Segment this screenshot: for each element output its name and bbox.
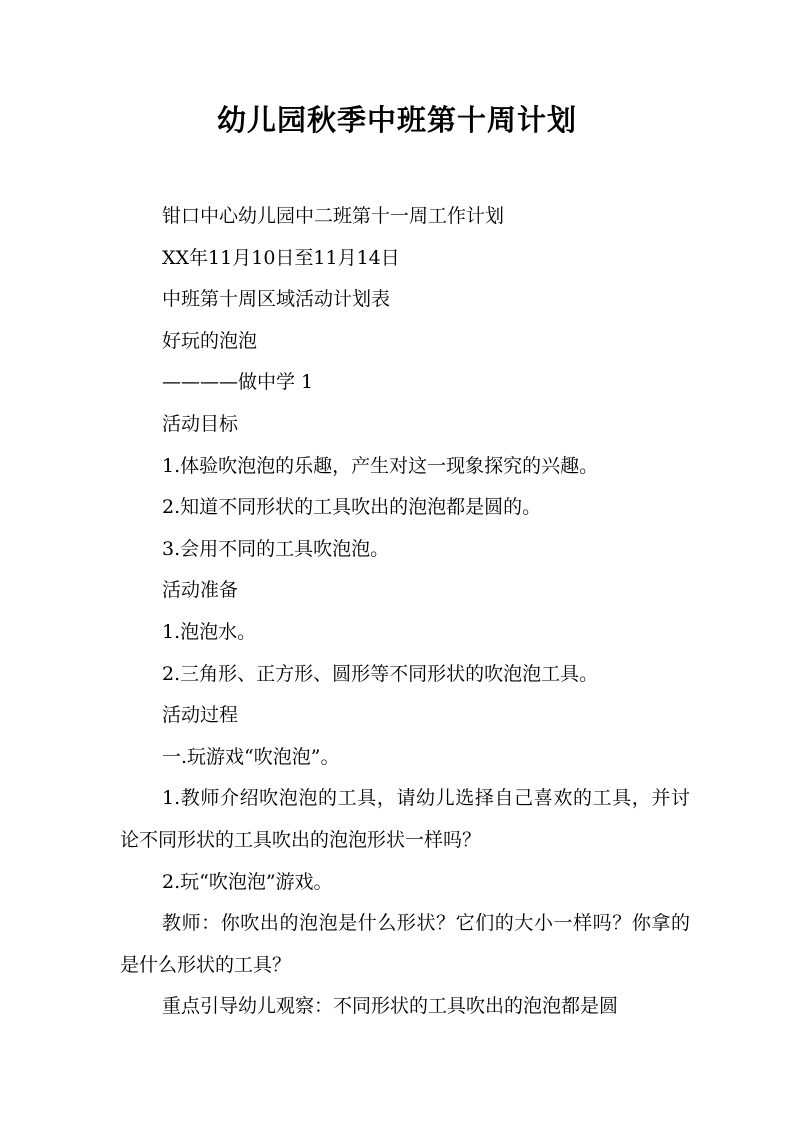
paragraph-goal-2: 2.知道不同形状的工具吹出的泡泡都是圆的。 [162, 496, 542, 519]
paragraph-process-1-1: 1.教师介绍吹泡泡的工具，请幼儿选择自己喜欢的工具，并讨论不同形状的工具吹出的泡泡形状一样吗？ [120, 787, 690, 851]
paragraph-activity-subtitle: ————做中学 1 [162, 371, 314, 394]
paragraph-teacher-question: 教师：你吹出的泡泡是什么形状？它们的大小一样吗？你拿的是什么形状的工具？ [120, 912, 690, 976]
paragraph-process-1-2: 2.玩“吹泡泡”游戏。 [162, 870, 333, 893]
paragraph-prep-2: 2.三角形、正方形、圆形等不同形状的吹泡泡工具。 [162, 662, 599, 685]
paragraph-process-step-1: 一.玩游戏“吹泡泡”。 [162, 745, 340, 768]
section-heading-goals: 活动目标 [162, 412, 239, 435]
paragraph-plan-table-title: 中班第十周区域活动计划表 [162, 288, 391, 311]
section-heading-preparation: 活动准备 [162, 579, 239, 602]
paragraph-goal-1: 1.体验吹泡泡的乐趣，产生对这一现象探究的兴趣。 [162, 454, 599, 477]
paragraph-observation-focus: 重点引导幼儿观察：不同形状的工具吹出的泡泡都是圆 [162, 995, 619, 1018]
section-heading-process: 活动过程 [162, 704, 239, 727]
paragraph-goal-3: 3.会用不同的工具吹泡泡。 [162, 537, 390, 560]
document-body [120, 196, 690, 1028]
paragraph-activity-name: 好玩的泡泡 [162, 329, 258, 352]
document-title: 幼儿园秋季中班第十周计划 [216, 103, 577, 137]
paragraph-date-range: XX年11月10日至11月14日 [162, 246, 400, 269]
paragraph-prep-1: 1.泡泡水。 [162, 620, 257, 643]
paragraph-header-line: 钳口中心幼儿园中二班第十一周工作计划 [162, 205, 505, 227]
